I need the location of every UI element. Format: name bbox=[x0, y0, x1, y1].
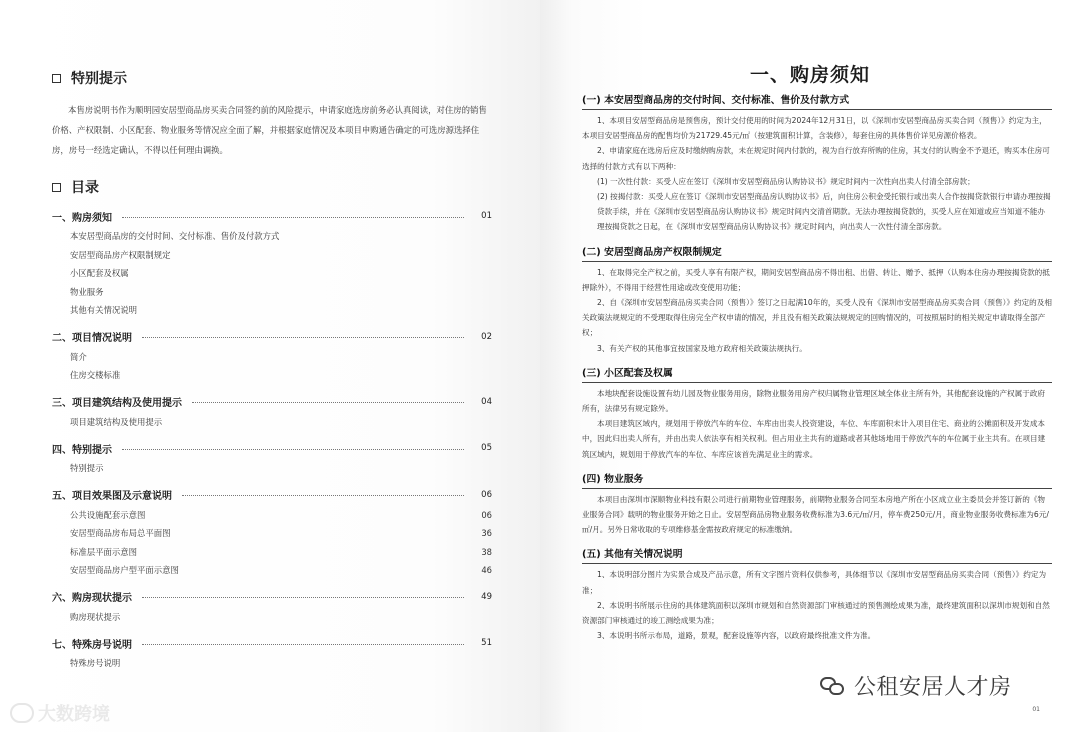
toc-subentry[interactable] bbox=[52, 608, 492, 627]
table-of-contents bbox=[52, 205, 492, 673]
section-paragraph: 1、本项目安居型商品房是预售房，预计交付使用的时间为2024年12月31日，以《深圳市安居型商品房买卖合同（预售）》约定为主，本项目安居型商品房的配售均价为21729.45元/㎡（按建筑面积计算，含装修），每套住房的具体售价详见房源价格表。 bbox=[582, 116, 1047, 141]
notice-section bbox=[582, 365, 1052, 462]
toc-leader-dots bbox=[142, 597, 464, 598]
toc-subentry-label: 小区配套及权属 bbox=[70, 268, 129, 279]
toc-entry[interactable] bbox=[52, 326, 492, 348]
toc-subentry-label: 简介 bbox=[70, 351, 87, 362]
notice-section bbox=[582, 92, 1052, 235]
notice-section bbox=[582, 471, 1052, 538]
toc-leader-dots bbox=[142, 337, 464, 338]
toc-subentry-page: 38 bbox=[481, 546, 492, 557]
toc-subentry-label: 特别提示 bbox=[70, 463, 104, 474]
toc-subentry-page: 46 bbox=[481, 565, 492, 576]
page-number: 01 bbox=[1032, 706, 1040, 713]
toc-subentry-label: 特殊房号说明 bbox=[70, 658, 121, 669]
toc-entry-label: 一、购房须知 bbox=[52, 212, 112, 224]
section-heading: (二) 安居型商品房产权限制规定 bbox=[582, 244, 1052, 262]
toc-subentry-page: 36 bbox=[481, 528, 492, 539]
toc-entry-page: 06 bbox=[481, 489, 492, 500]
toc-entry-label: 四、特别提示 bbox=[52, 444, 112, 456]
toc-heading: 目录 bbox=[71, 180, 99, 196]
toc-entry-page: 04 bbox=[481, 396, 492, 407]
toc-entry[interactable] bbox=[52, 632, 492, 654]
section-paragraph: (2) 按揭付款：买受人应在签订《深圳市安居型商品房认购协议书》后，向住房公积金受托银行或出卖人合作按揭贷款银行申请办理按揭贷款手续，并在《深圳市安居型商品房认购协议书》规定时间内交清首期款。无法办理按揭贷款的，买受人应在知道或应当知道不能办理按揭贷款之日起，在《深圳市安居型商品房认购协议书》规定时间内，向出卖人一次性付清全部房款。 bbox=[597, 192, 1051, 232]
toc-subentry-label: 购房现状提示 bbox=[70, 611, 121, 622]
toc-subentry[interactable] bbox=[52, 246, 492, 265]
section-paragraph: 3、有关产权的其他事宜按国家及地方政府相关政策法规执行。 bbox=[597, 343, 807, 353]
toc-subentry[interactable] bbox=[52, 348, 492, 367]
watermark-left bbox=[10, 700, 110, 726]
toc-subentry[interactable] bbox=[52, 413, 492, 432]
section-heading: (四) 物业服务 bbox=[582, 471, 1052, 489]
toc-subentry[interactable] bbox=[52, 506, 492, 525]
toc-subentry-label: 标准层平面示意图 bbox=[70, 546, 137, 557]
section-paragraph: 1、在取得完全产权之前，买受人享有有限产权，期间安居型商品房不得出租、出借、转让、赠予、抵押（认购本住房办理按揭贷款的抵押除外），不得用于经营性用途或改变使用功能； bbox=[582, 267, 1050, 292]
toc-entry[interactable] bbox=[52, 205, 492, 227]
toc-subentry-label: 其他有关情况说明 bbox=[70, 305, 137, 316]
right-page bbox=[540, 0, 1080, 732]
toc-subentry-label: 公共设施配套示意图 bbox=[70, 509, 146, 520]
section-heading: (一) 本安居型商品房的交付时间、交付标准、售价及付款方式 bbox=[582, 92, 1052, 110]
toc-subentry[interactable] bbox=[52, 366, 492, 385]
special-notice-header bbox=[52, 68, 127, 88]
notice-section bbox=[582, 244, 1052, 356]
section-paragraph: (1) 一次性付款：买受人应在签订《深圳市安居型商品房认购协议书》规定时间内一次性向出卖人付清全部房款； bbox=[597, 176, 975, 186]
section-heading: (五) 其他有关情况说明 bbox=[582, 546, 1052, 564]
toc-subentry-label: 项目建筑结构及使用提示 bbox=[70, 416, 163, 427]
square-bullet-icon bbox=[52, 74, 61, 83]
watermark-right bbox=[820, 670, 1012, 701]
section-paragraph: 3、本说明书所示布局，道路，景观，配套设施等内容，以政府最终批准文件为准。 bbox=[597, 631, 876, 641]
toc-subentry[interactable] bbox=[52, 283, 492, 302]
toc-entry-label: 六、购房现状提示 bbox=[52, 593, 132, 604]
toc-leader-dots bbox=[192, 402, 464, 403]
toc-subentry-label: 住房交楼标准 bbox=[70, 370, 121, 381]
toc-leader-dots bbox=[142, 644, 464, 645]
toc-header bbox=[52, 177, 99, 197]
toc-entry-page: 05 bbox=[481, 443, 492, 453]
watermark-left-text: 大数跨境 bbox=[38, 704, 110, 725]
toc-entry-label: 七、特殊房号说明 bbox=[52, 639, 132, 651]
toc-subentry-label: 安居型商品房产权限制规定 bbox=[70, 249, 171, 260]
toc-subentry-label: 安居型商品房布局总平面图 bbox=[70, 528, 171, 539]
toc-entry-page: 02 bbox=[481, 331, 492, 342]
section-paragraph: 2、自《深圳市安居型商品房买卖合同（预售）》签订之日起满10年的，买受人没有《深圳市安居型商品房买卖合同（预售）》约定的及相关政策法规规定的不受理取得住房完全产权申请的情况，并且没有相关政策法规规定的回购情况的，可按照届时的相关规定申请取得全部产权； bbox=[582, 298, 1052, 338]
page-title: 一、购房须知 bbox=[749, 64, 870, 86]
section-paragraph: 2、本说明书所展示住房的具体建筑面积以深圳市规划和自然资源部门审核通过的预售测绘成果为准，最终建筑面积以深圳市规划和自然资源部门审核通过的竣工测绘成果为准； bbox=[582, 600, 1050, 626]
special-notice-text: 本售房说明书作为顺明园安居型商品房买卖合同签约前的风险提示，申请家庭选房前务必认真阅读，对住房的销售价格、产权限制、小区配套、物业服务等情况应全面了解，并根据家庭情况及本项目申购通告确定的可选房源选择住房，房号一经选定确认，不得以任何理由调换。 bbox=[52, 105, 487, 155]
toc-entry-label: 三、项目建筑结构及使用提示 bbox=[52, 398, 182, 409]
toc-subentry-page: 06 bbox=[481, 509, 492, 520]
toc-subentry[interactable] bbox=[52, 264, 492, 283]
wechat-icon bbox=[820, 675, 846, 697]
toc-subentry[interactable] bbox=[52, 561, 492, 580]
section-paragraph: 2、申请家庭在选房后应及时缴纳购房款，未在规定时间内付款的，视为自行放弃所购的住房，其支付的认购金不予退还，购买本住房可选择的付款方式有以下两种： bbox=[582, 146, 1050, 171]
special-notice-heading: 特别提示 bbox=[71, 71, 127, 87]
toc-subentry[interactable] bbox=[52, 227, 492, 246]
special-notice-body bbox=[52, 100, 490, 160]
section-paragraph: 1、本说明部分图片为实景合成及产品示意，所有文字图片资料仅供参考，具体细节以《深圳市安居型商品房买卖合同（预售）》约定为准； bbox=[582, 570, 1047, 595]
toc-entry[interactable] bbox=[52, 437, 492, 459]
toc-subentry[interactable] bbox=[52, 543, 492, 562]
toc-entry[interactable] bbox=[52, 586, 492, 608]
square-bullet-icon bbox=[52, 183, 61, 192]
toc-entry[interactable] bbox=[52, 391, 492, 413]
toc-subentry-label: 安居型商品房户型平面示意图 bbox=[70, 565, 179, 576]
toc-entry-page: 49 bbox=[481, 591, 492, 602]
section-paragraph: 本项目建筑区域内，规划用于停放汽车的车位、车库由出卖人投资建设，车位、车库面积未计入项目住宅、商业的公摊面积及开发成本中，因此归出卖人所有，并由出卖人依法享有相关权利。但占用业主共有的道路或者其他场地用于停放汽车的车位属于业主共有。在项目建筑区域内，规划用于停放汽车的车位、车库应该首先满足业主的需求。 bbox=[582, 419, 1046, 459]
notice-section bbox=[582, 546, 1052, 643]
toc-leader-dots bbox=[122, 217, 464, 218]
toc-entry[interactable] bbox=[52, 484, 492, 506]
section-heading: (三) 小区配套及权属 bbox=[582, 365, 1052, 383]
toc-subentry[interactable] bbox=[52, 524, 492, 543]
watermark-logo-icon bbox=[10, 703, 34, 723]
toc-leader-dots bbox=[182, 495, 464, 496]
toc-leader-dots bbox=[122, 449, 464, 450]
toc-subentry[interactable] bbox=[52, 301, 492, 320]
watermark-right-text: 公租安居人才房 bbox=[854, 675, 1012, 700]
toc-entry-page: 01 bbox=[481, 211, 492, 221]
section-paragraph: 本地块配套设施设置有幼儿园及物业服务用房，除物业服务用房产权归属物业管理区域全体业主所有外，其他配套设施的产权属于政府所有，法律另有规定除外。 bbox=[582, 388, 1046, 414]
toc-subentry-label: 物业服务 bbox=[70, 286, 104, 297]
toc-subentry[interactable] bbox=[52, 654, 492, 673]
section-paragraph: 本项目由深圳市深顺物业科技有限公司进行前期物业管理服务，前期物业服务合同至本房地产所在小区成立业主委员会并签订新的《物业服务合同》载明的物业服务开始之日止。安居型商品房物业服务收费标准为3.6元/㎡/月，停车费250元/月，商业物业服务收费标准为6元/㎡/月。另外日常收取的专项维修基金需按政府规定的标准缴纳。 bbox=[582, 494, 1049, 535]
toc-entry-label: 五、项目效果图及示意说明 bbox=[52, 491, 172, 502]
toc-subentry[interactable] bbox=[52, 459, 492, 478]
purchase-notice-body bbox=[582, 92, 1052, 643]
toc-subentry-label: 本安居型商品房的交付时间、交付标准、售价及付款方式 bbox=[70, 231, 280, 242]
toc-entry-page: 51 bbox=[481, 638, 492, 648]
toc-entry-label: 二、项目情况说明 bbox=[52, 333, 132, 344]
